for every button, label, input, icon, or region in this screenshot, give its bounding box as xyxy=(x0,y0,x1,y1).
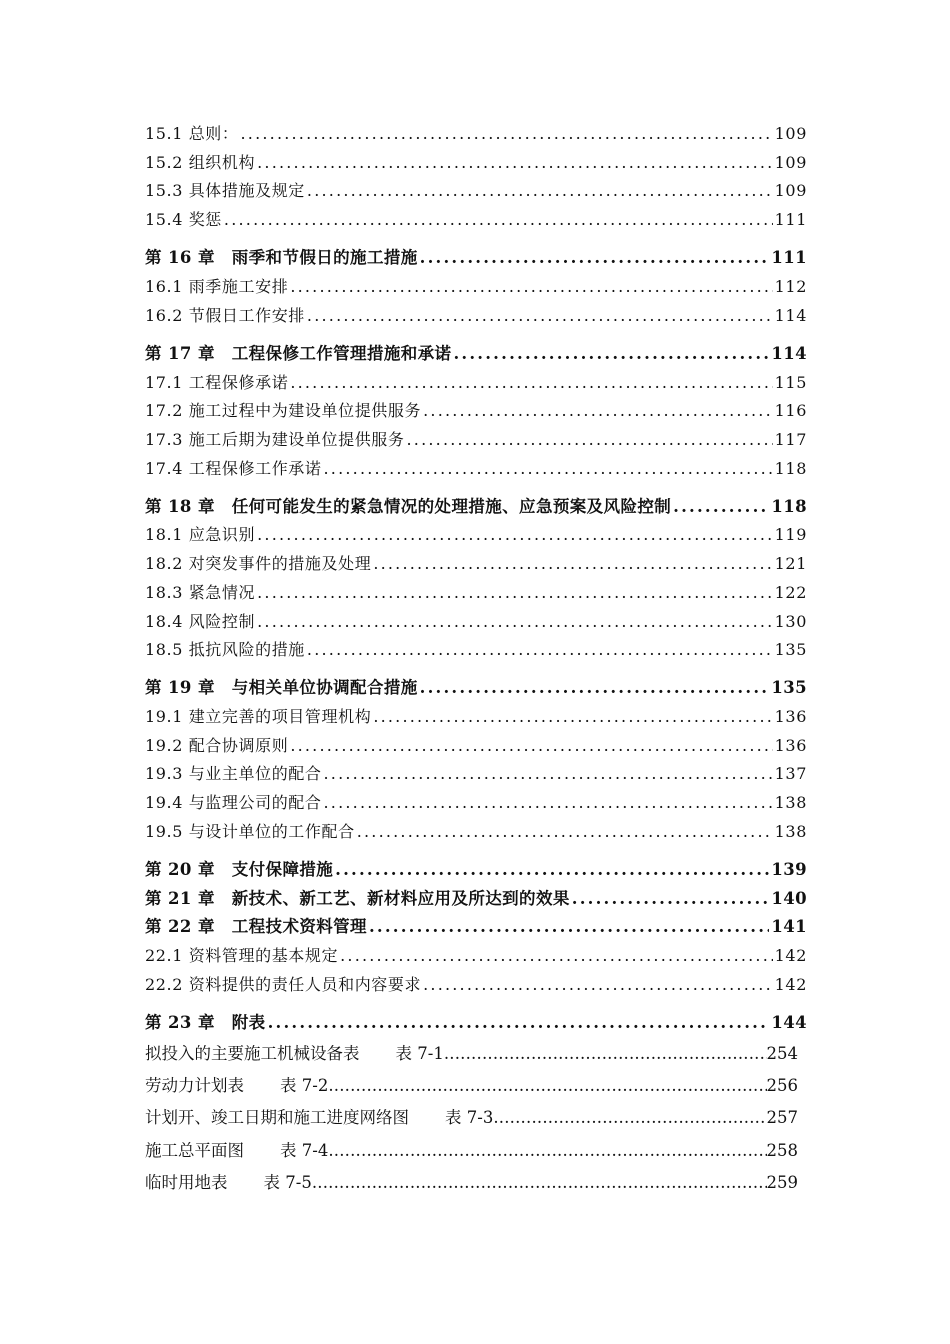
toc-entry-title: 第 18 章 任何可能发生的紧急情况的处理措施、应急预案及风险控制 xyxy=(145,496,672,516)
attachment-page-number: 257 xyxy=(766,1108,798,1128)
toc-entry-title: 第 16 章 雨季和节假日的施工措施 xyxy=(145,248,418,268)
toc-attachment-entry[interactable] xyxy=(145,1070,798,1102)
toc-page-number: 109 xyxy=(774,152,807,172)
toc-page-number: 144 xyxy=(771,1012,807,1032)
toc-section-entry[interactable] xyxy=(145,550,807,579)
toc-page-number: 114 xyxy=(771,343,807,363)
dot-leader xyxy=(335,856,769,885)
dot-leader xyxy=(673,493,769,522)
toc-entry-title: 15.4 奖惩 xyxy=(145,210,222,230)
toc-page-number: 122 xyxy=(774,582,807,602)
dot-leader xyxy=(312,1167,767,1199)
dot-leader xyxy=(290,732,772,761)
attachment-title: 计划开、竣工日期和施工进度网络图 xyxy=(145,1108,409,1128)
toc-page-number: 136 xyxy=(774,707,807,727)
toc-page-number: 118 xyxy=(774,458,807,478)
toc-page-number: 139 xyxy=(771,860,807,879)
dot-leader xyxy=(373,703,772,732)
toc-entry-title: 22.2 资料提供的责任人员和内容要求 xyxy=(145,974,422,994)
dot-leader xyxy=(453,340,769,369)
toc-section-entry[interactable] xyxy=(145,608,807,637)
toc-chapter-entry[interactable] xyxy=(145,913,807,942)
toc-page-number: 140 xyxy=(771,888,807,908)
dot-leader xyxy=(290,273,772,302)
toc-page-number: 135 xyxy=(771,678,807,698)
dot-leader xyxy=(493,1102,766,1134)
toc-entry-title: 18.1 应急识别 xyxy=(145,525,256,545)
toc-section-entry[interactable] xyxy=(145,426,807,455)
toc-entry-title: 16.2 节假日工作安排 xyxy=(145,305,305,325)
attachment-table-number: 表 7-2 xyxy=(280,1075,329,1095)
toc-attachment-entry[interactable] xyxy=(145,1038,798,1070)
toc-entry-title: 第 21 章 新技术、新工艺、新材料应用及所达到的效果 xyxy=(145,888,570,908)
toc-page-number: 119 xyxy=(774,525,807,545)
toc-entry-title: 18.3 紧急情况 xyxy=(145,582,256,602)
dot-leader xyxy=(369,913,769,942)
dot-leader xyxy=(307,636,773,665)
toc-page-number: 136 xyxy=(774,735,807,755)
toc-entry-title: 19.2 配合协调原则 xyxy=(145,735,289,755)
toc-page-number: 137 xyxy=(774,764,807,784)
dot-leader xyxy=(423,397,773,426)
dot-leader xyxy=(420,244,770,273)
toc-section-entry[interactable] xyxy=(145,273,807,302)
toc-attachment-entry[interactable] xyxy=(145,1135,798,1167)
dot-leader xyxy=(324,760,773,789)
toc-entry-title: 第 19 章 与相关单位协调配合措施 xyxy=(145,678,418,698)
toc-page-number: 112 xyxy=(774,276,807,296)
toc-entry-title: 17.3 施工后期为建设单位提供服务 xyxy=(145,429,405,449)
toc-chapter-entry[interactable] xyxy=(145,1009,807,1038)
toc-chapter-entry[interactable] xyxy=(145,885,807,914)
toc-chapter-entry[interactable] xyxy=(145,493,807,522)
toc-page-number: 121 xyxy=(774,554,807,574)
dot-leader xyxy=(324,789,773,818)
toc-entry-title: 18.4 风险控制 xyxy=(145,611,256,631)
dot-leader xyxy=(572,885,770,914)
attachment-table-number: 表 7-4 xyxy=(280,1140,329,1160)
toc-page-number: 142 xyxy=(774,946,807,966)
toc-entry-title: 19.4 与监理公司的配合 xyxy=(145,793,322,813)
dot-leader xyxy=(328,1070,766,1102)
attachment-title: 拟投入的主要施工机械设备表 xyxy=(145,1043,360,1063)
toc-entry-title: 22.1 资料管理的基本规定 xyxy=(145,946,339,966)
toc-page-number: 142 xyxy=(774,974,807,994)
toc-page-number: 141 xyxy=(771,917,807,937)
toc-page-number: 117 xyxy=(774,429,807,449)
toc-entry-title: 17.2 施工过程中为建设单位提供服务 xyxy=(145,401,422,421)
toc-section-entry[interactable] xyxy=(145,732,807,761)
toc-page-number: 116 xyxy=(774,401,807,421)
dot-leader xyxy=(407,426,773,455)
toc-chapter-entry[interactable] xyxy=(145,856,807,885)
toc-entry-title: 第 20 章 支付保障措施 xyxy=(145,860,334,879)
attachment-page-number: 258 xyxy=(766,1140,798,1160)
attachment-table-number: 表 7-3 xyxy=(445,1108,494,1128)
dot-leader xyxy=(224,206,773,235)
toc-section-entry[interactable] xyxy=(145,206,807,235)
toc-page-number: 135 xyxy=(774,640,807,660)
toc-page-number: 114 xyxy=(774,305,807,325)
dot-leader xyxy=(257,579,773,608)
toc-chapter-entry[interactable] xyxy=(145,340,807,369)
dot-leader xyxy=(340,942,773,971)
toc-page-number: 130 xyxy=(774,611,807,631)
toc-section-entry[interactable] xyxy=(145,703,807,732)
toc-entry-title: 15.2 组织机构 xyxy=(145,152,256,172)
toc-section-entry[interactable] xyxy=(145,636,807,665)
attachment-title: 施工总平面图 xyxy=(145,1140,244,1160)
toc-entry-title: 19.5 与设计单位的工作配合 xyxy=(145,821,355,841)
dot-leader xyxy=(423,971,773,1000)
dot-leader xyxy=(357,818,773,847)
dot-leader xyxy=(444,1038,767,1070)
table-of-contents xyxy=(145,120,807,1199)
toc-section-entry[interactable] xyxy=(145,971,807,1000)
dot-leader xyxy=(307,177,773,206)
toc-entry-title: 17.4 工程保修工作承诺 xyxy=(145,458,322,478)
attachment-title: 临时用地表 xyxy=(145,1172,228,1192)
toc-section-entry[interactable] xyxy=(145,789,807,818)
toc-entry-title: 19.3 与业主单位的配合 xyxy=(145,764,322,784)
toc-section-entry[interactable] xyxy=(145,942,807,971)
toc-section-entry[interactable] xyxy=(145,760,807,789)
toc-entry-title: 第 17 章 工程保修工作管理措施和承诺 xyxy=(145,343,452,363)
dot-leader xyxy=(241,120,773,149)
toc-entry-title: 18.5 抵抗风险的措施 xyxy=(145,640,305,660)
toc-section-entry[interactable] xyxy=(145,455,807,484)
toc-section-entry[interactable] xyxy=(145,149,807,178)
dot-leader xyxy=(268,1009,770,1038)
toc-page-number: 111 xyxy=(774,210,807,230)
dot-leader xyxy=(307,302,773,331)
dot-leader xyxy=(290,369,772,398)
toc-entry-title: 17.1 工程保修承诺 xyxy=(145,372,289,392)
dot-leader xyxy=(257,608,773,637)
attachment-page-number: 256 xyxy=(766,1075,798,1095)
toc-section-entry[interactable] xyxy=(145,521,807,550)
toc-entry-title: 15.3 具体措施及规定 xyxy=(145,181,305,201)
toc-page-number: 138 xyxy=(774,793,807,813)
toc-page-number: 118 xyxy=(771,496,807,516)
toc-entry-title: 第 23 章 附表 xyxy=(145,1012,266,1032)
toc-page-number: 138 xyxy=(774,821,807,841)
toc-section-entry[interactable] xyxy=(145,397,807,426)
dot-leader xyxy=(420,674,770,703)
toc-attachment-entry[interactable] xyxy=(145,1167,798,1199)
dot-leader xyxy=(257,521,773,550)
toc-section-entry[interactable] xyxy=(145,818,807,847)
toc-entry-title: 15.1 总则： xyxy=(145,124,239,143)
toc-attachment-entry[interactable] xyxy=(145,1102,798,1134)
toc-entry-title: 18.2 对突发事件的措施及处理 xyxy=(145,554,372,574)
attachment-page-number: 259 xyxy=(766,1172,798,1192)
toc-section-entry[interactable] xyxy=(145,302,807,331)
dot-leader xyxy=(257,149,773,178)
dot-leader xyxy=(328,1135,766,1167)
dot-leader xyxy=(324,455,773,484)
attachment-table-number: 表 7-1 xyxy=(395,1043,444,1063)
toc-section-entry[interactable] xyxy=(145,177,807,206)
toc-chapter-entry[interactable] xyxy=(145,244,807,273)
toc-section-entry[interactable] xyxy=(145,369,807,398)
toc-entry-title: 16.1 雨季施工安排 xyxy=(145,276,289,296)
attachment-page-number: 254 xyxy=(766,1043,798,1063)
toc-section-entry[interactable] xyxy=(145,579,807,608)
toc-section-entry[interactable] xyxy=(145,120,807,149)
toc-entry-title: 第 22 章 工程技术资料管理 xyxy=(145,917,367,937)
toc-page-number: 109 xyxy=(774,181,807,201)
toc-entry-title: 19.1 建立完善的项目管理机构 xyxy=(145,707,372,727)
toc-page-number: 109 xyxy=(774,124,807,143)
dot-leader xyxy=(373,550,772,579)
toc-chapter-entry[interactable] xyxy=(145,674,807,703)
attachment-title: 劳动力计划表 xyxy=(145,1075,244,1095)
toc-page-number: 111 xyxy=(771,248,807,268)
toc-page-number: 115 xyxy=(774,372,807,392)
attachment-table-number: 表 7-5 xyxy=(263,1172,312,1192)
